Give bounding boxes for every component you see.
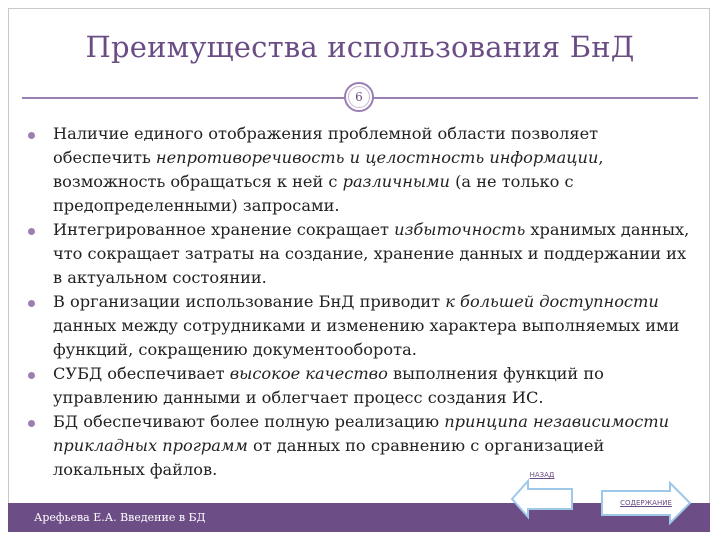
bullet-item (22, 290, 694, 362)
bullet-text: выполнения функций по управлению данными и облегчает процесс создания ИС. (53, 364, 604, 407)
slide-number: 6 (355, 90, 363, 104)
footer (0, 471, 720, 532)
bullet-text: от данных по сравнению с организацией локальных файлов. (53, 436, 605, 479)
bullet-list (22, 122, 694, 482)
bullet-dot (28, 420, 35, 427)
bullet-dot (28, 300, 35, 307)
bullet-emphasis: избыточность (394, 220, 526, 239)
bullet-dot (28, 372, 35, 379)
footer-author: Арефьева Е.А. Введение в БД (34, 511, 206, 524)
bullet-text: В организации использование БнД приводит (53, 292, 446, 311)
bullet-emphasis: к большей доступности (445, 292, 659, 311)
contents-button[interactable] (600, 481, 692, 525)
slide-title: Преимущества использования БнД (85, 30, 635, 64)
bullet-item (22, 410, 694, 482)
back-button[interactable] (510, 471, 574, 521)
bullet-text: Интегрированное хранение сокращает (53, 220, 395, 239)
bullet-item (22, 218, 694, 290)
left-arrow-icon (510, 477, 574, 521)
bullet-text: , возможность обращаться к ней с (53, 148, 604, 191)
bullet-emphasis: высокое качество (229, 364, 388, 383)
bullet-text: данных между сотрудниками и изменению характера выполняемых ими функций, сокращению документооборота. (53, 316, 680, 359)
bullet-dot (28, 228, 35, 235)
back-button-label: НАЗАД (529, 471, 555, 479)
bullet-text: БД обеспечивают более полную реализацию (53, 412, 445, 431)
bullet-dot (28, 132, 35, 139)
contents-button-label: СОДЕРЖАНИЕ (620, 499, 672, 507)
bullet-emphasis: принципа независимости прикладных программ (53, 412, 670, 455)
bullet-text: СУБД обеспечивает (53, 364, 230, 383)
bullet-emphasis: непротиворечивость и целостность информации (155, 148, 599, 167)
bullet-text: Наличие единого отображения проблемной области позволяет обеспечить (53, 124, 599, 167)
bullet-emphasis: различными (342, 172, 450, 191)
bullet-text: хранимых данных, что сокращает затраты на создание, хранение данных и поддержании их в актуальном состоянии. (53, 220, 690, 287)
bullet-item (22, 362, 694, 410)
bullet-text: (а не только с предопределенными) запросами. (53, 172, 574, 215)
bullet-item (22, 122, 694, 218)
slide-number-badge (344, 82, 374, 112)
